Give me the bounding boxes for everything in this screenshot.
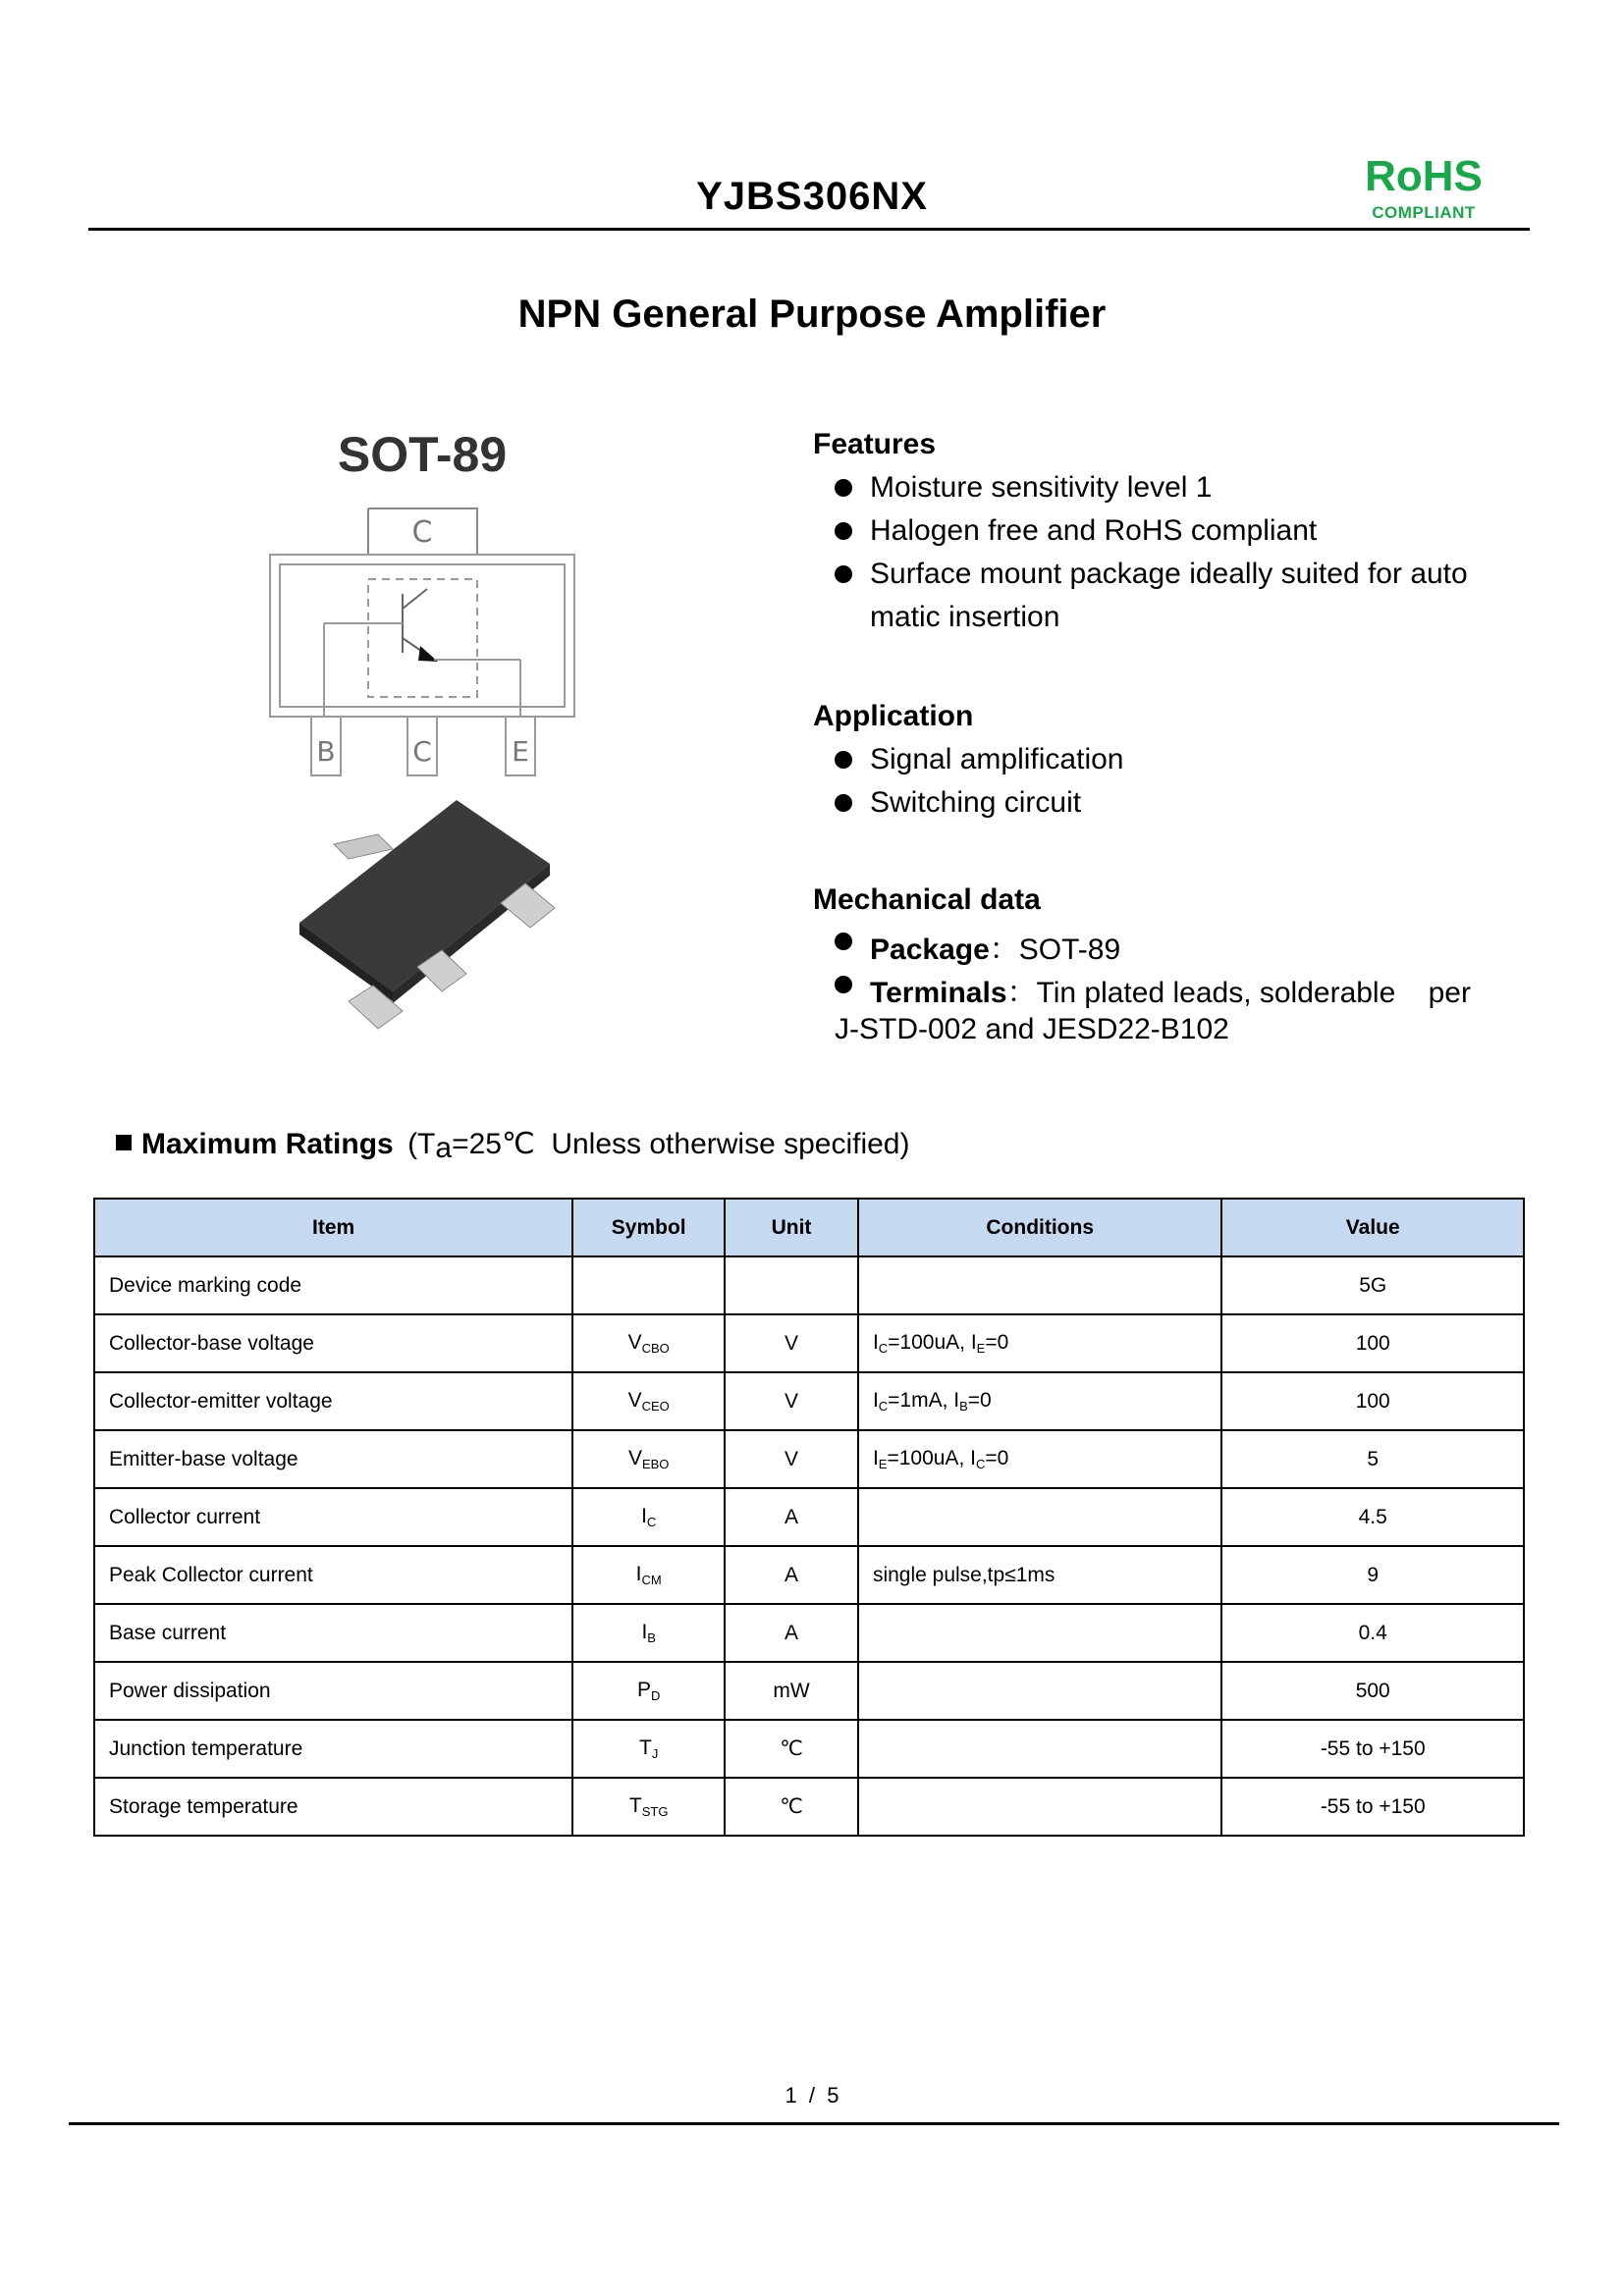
cell-unit: A	[725, 1604, 858, 1662]
cell-item: Junction temperature	[94, 1720, 572, 1778]
cell-value: 500	[1221, 1662, 1524, 1720]
package-label: SOT-89	[337, 427, 508, 482]
part-number-title: YJBS306NX	[696, 175, 928, 218]
cell-value: -55 to +150	[1221, 1778, 1524, 1836]
cell-value: 5G	[1221, 1256, 1524, 1314]
cell-conditions: $I_E=100uA$, $I_C=0$	[858, 1430, 1222, 1488]
cell-value: 100	[1221, 1372, 1524, 1430]
tab-pin-label: C	[411, 515, 433, 550]
cell-unit: V	[725, 1430, 858, 1488]
cell-item: Base current	[94, 1604, 572, 1662]
cell-item: Storage temperature	[94, 1778, 572, 1836]
pin-label-b: B	[316, 735, 336, 768]
mechanical-terminals-continuation: J-STD-002 and JESD22-B102	[835, 1013, 1229, 1045]
column-header-conditions: Conditions	[858, 1199, 1222, 1256]
cell-item: Emitter-base voltage	[94, 1430, 572, 1488]
cell-item: Collector-emitter voltage	[94, 1372, 572, 1430]
cell-unit: A	[725, 1546, 858, 1604]
bullet-icon	[835, 751, 852, 769]
cell-conditions	[858, 1256, 1222, 1314]
table-row	[94, 1314, 1524, 1372]
column-header-item: Item	[94, 1199, 572, 1256]
rohs-compliant-badge	[1360, 152, 1488, 223]
bullet-icon	[835, 522, 852, 540]
cell-value: 5	[1221, 1430, 1524, 1488]
bullet-icon	[835, 976, 852, 993]
cell-unit: mW	[725, 1662, 858, 1720]
cell-unit: ℃	[725, 1720, 858, 1778]
table-row	[94, 1662, 1524, 1720]
footer-divider	[69, 2122, 1559, 2125]
table-row	[94, 1604, 1524, 1662]
cell-item: Collector current	[94, 1488, 572, 1546]
table-row	[94, 1720, 1524, 1778]
table-row	[94, 1546, 1524, 1604]
cell-symbol: $P_D$	[572, 1662, 725, 1720]
cell-symbol	[572, 1256, 725, 1314]
feature-item-continuation: matic insertion	[870, 601, 1060, 633]
application-heading: Application	[813, 700, 974, 732]
ratings-heading: Maximum Ratings (Ta=25℃ Unless otherwise specified)	[116, 1127, 909, 1165]
cell-conditions: single pulse,tp≤1ms	[858, 1546, 1222, 1604]
mechanical-heading: Mechanical data	[813, 883, 1041, 916]
cell-value: 9	[1221, 1546, 1524, 1604]
cell-unit: ℃	[725, 1778, 858, 1836]
cell-unit: V	[725, 1314, 858, 1372]
cell-symbol: $V_{EBO}$	[572, 1430, 725, 1488]
cell-item: Device marking code	[94, 1256, 572, 1314]
cell-symbol: $T_{STG}$	[572, 1778, 725, 1836]
bullet-icon	[835, 794, 852, 812]
cell-item: Collector-base voltage	[94, 1314, 572, 1372]
column-header-unit: Unit	[725, 1199, 858, 1256]
cell-value: 100	[1221, 1314, 1524, 1372]
table-header-row	[94, 1199, 1524, 1256]
pin-label-c: C	[412, 735, 432, 768]
cell-symbol: $I_B$	[572, 1604, 725, 1662]
bullet-icon	[835, 479, 852, 497]
cell-conditions: $I_C=100uA$, $I_E=0$	[858, 1314, 1222, 1372]
cell-symbol: $I_{CM}$	[572, 1546, 725, 1604]
sot89-diagram	[255, 412, 628, 1041]
document-title: NPN General Purpose Amplifier	[517, 293, 1107, 336]
cell-symbol: $V_{CBO}$	[572, 1314, 725, 1372]
package-illustration	[255, 412, 628, 1041]
cell-unit: V	[725, 1372, 858, 1430]
table-row	[94, 1256, 1524, 1314]
ratings-table-body	[94, 1256, 1524, 1836]
table-row	[94, 1372, 1524, 1430]
pin-label-e: E	[512, 735, 529, 768]
table-row	[94, 1488, 1524, 1546]
cell-unit: A	[725, 1488, 858, 1546]
cell-conditions	[858, 1778, 1222, 1836]
cell-value: 0.4	[1221, 1604, 1524, 1662]
cell-value: -55 to +150	[1221, 1720, 1524, 1778]
cell-conditions	[858, 1488, 1222, 1546]
cell-item: Peak Collector current	[94, 1546, 572, 1604]
bullet-icon	[835, 565, 852, 583]
cell-unit	[725, 1256, 858, 1314]
rohs-compliant-label: COMPLIANT	[1372, 203, 1476, 222]
header-divider	[88, 228, 1530, 231]
rohs-label: RoHS	[1365, 152, 1483, 200]
cell-symbol: $I_C$	[572, 1488, 725, 1546]
cell-conditions: $I_C=1mA$, $I_B=0$	[858, 1372, 1222, 1430]
column-header-value: Value	[1221, 1199, 1524, 1256]
bullet-icon	[835, 933, 852, 950]
square-bullet-icon	[116, 1135, 132, 1150]
cell-symbol: $V_{CEO}$	[572, 1372, 725, 1430]
cell-symbol: $T_J$	[572, 1720, 725, 1778]
column-header-symbol: Symbol	[572, 1199, 725, 1256]
page-number: 1 / 5	[785, 2083, 839, 2108]
table-row	[94, 1778, 1524, 1836]
maximum-ratings-table	[93, 1198, 1525, 1837]
cell-conditions	[858, 1662, 1222, 1720]
cell-conditions	[858, 1604, 1222, 1662]
cell-value: 4.5	[1221, 1488, 1524, 1546]
table-row	[94, 1430, 1524, 1488]
features-heading: Features	[813, 428, 937, 460]
package-3d-render	[299, 800, 555, 1029]
cell-item: Power dissipation	[94, 1662, 572, 1720]
cell-conditions	[858, 1720, 1222, 1778]
